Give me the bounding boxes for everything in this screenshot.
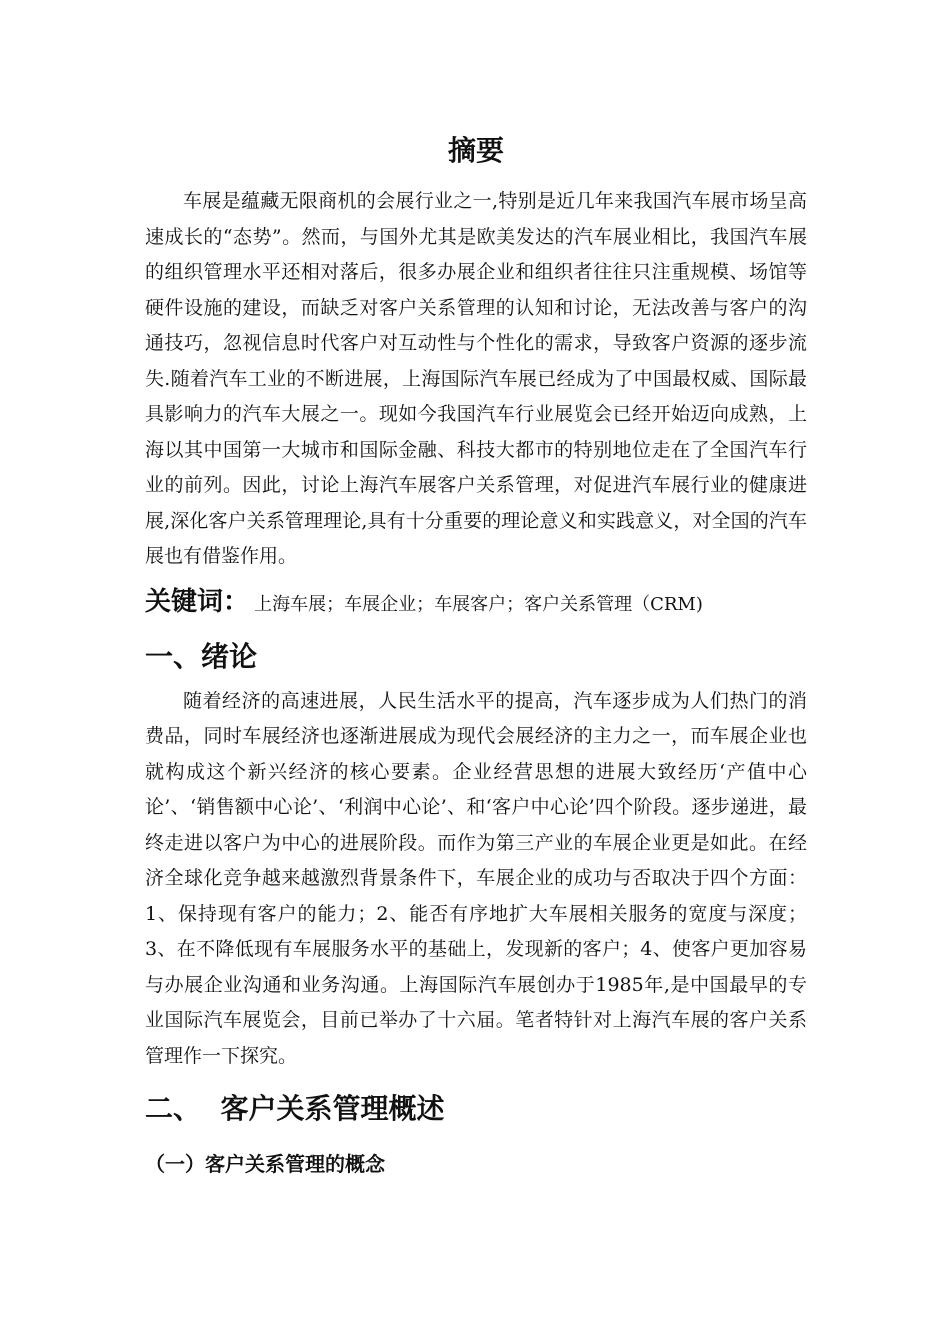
document-content bbox=[145, 128, 807, 1184]
keywords-text: 上海车展；车展企业；车展客户；客户关系管理（CRM) bbox=[254, 593, 703, 615]
section-heading-introduction: 一、绪论 bbox=[145, 639, 258, 673]
introduction-paragraph: 随着经济的高速进展，人民生活水平的提高，汽车逐步成为人们热门的消费品，同时车展经济也逐渐进展成为现代会展经济的主力之一，而车展企业也就构成这个新兴经济的核心要素。企业经营思想的进展大致经历‘产值中心论’、‘销售额中心论’、‘利润中心论’、和‘客户中心论’四个阶段。逐步递进，最终走进以客户为中心的进展阶段。而作为第三产业的车展企业更是如此。在经济全球化竞争越来越激烈背景条件下，车展企业的成功与否取决于四个方面：1、保持现有客户的能力；2、能否有序地扩大车展相关服务的宽度与深度；3、在不降低现有车展服务水平的基础上，发现新的客户；4、使客户更加容易与办展企业沟通和业务沟通。上海国际汽车展创办于1985年,是中国最早的专业国际汽车展览会，目前已举办了十六届。笔者特针对上海汽车展的客户关系管理作一下探究。 bbox=[145, 689, 807, 1067]
section-heading-crm-overview: 二、 客户关系管理概述 bbox=[145, 1092, 445, 1125]
keywords-label: 关键词： bbox=[145, 586, 250, 617]
subsection-heading-crm-concept: （一）客户关系管理的概念 bbox=[145, 1152, 385, 1176]
abstract-paragraph: 车展是蕴藏无限商机的会展行业之一,特别是近几年来我国汽车展市场呈高速成长的“态势”。然而，与国外尤其是欧美发达的汽车展业相比，我国汽车展的组织管理水平还相对落后，很多办展企业和组织者往往只注重规模、场馆等硬件设施的建设，而缺乏对客户关系管理的认知和讨论，无法改善与客户的沟通技巧，忽视信息时代客户对互动性与个性化的需求，导致客户资源的逐步流失.随着汽车工业的不断进展，上海国际汽车展已经成为了中国最权威、国际最具影响力的汽车大展之一。现如今我国汽车行业展览会已经开始迈向成熟，上海以其中国第一大城市和国际金融、科技大都市的特别地位走在了全国汽车行业的前列。因此，讨论上海汽车展客户关系管理，对促进汽车展行业的健康进展,深化客户关系管理理论,具有十分重要的理论意义和实践意义，对全国的汽车展也有借鉴作用。 bbox=[145, 190, 807, 567]
keywords-line bbox=[145, 577, 807, 630]
abstract-title: 摘要 bbox=[447, 134, 504, 167]
